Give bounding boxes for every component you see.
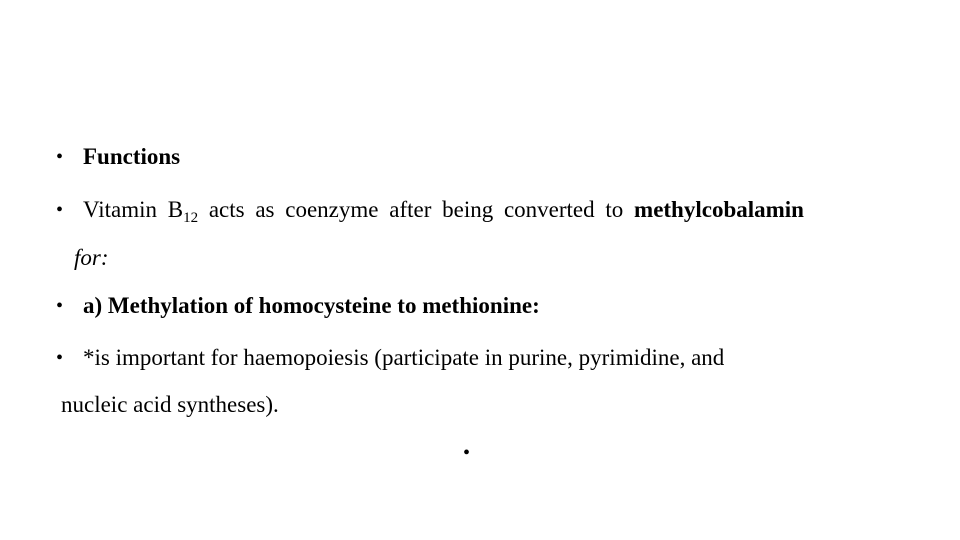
- coenzyme-text: acts as coenzyme after being converted to: [198, 197, 635, 222]
- heading-functions: Functions: [83, 144, 181, 169]
- bullet-icon: •: [56, 295, 64, 317]
- bullet-icon: •: [56, 347, 64, 369]
- vitamin-b12-line: [83, 196, 804, 224]
- methylcobalamin-term: methylcobalamin: [634, 197, 804, 222]
- empty-bullet-icon: •: [463, 442, 471, 464]
- b12-subscript: 12: [183, 210, 199, 226]
- vitamin-b-text: Vitamin B: [83, 197, 184, 222]
- methylation-heading: a) Methylation of homocysteine to methionine:: [83, 293, 540, 318]
- nucleic-acid-continuation: nucleic acid syntheses).: [61, 392, 279, 417]
- for-continuation: for:: [74, 245, 109, 270]
- bullet-icon: •: [56, 199, 64, 221]
- haemopoiesis-line: *is important for haemopoiesis (participate in purine, pyrimidine, and: [83, 345, 725, 370]
- bullet-icon: •: [56, 146, 64, 168]
